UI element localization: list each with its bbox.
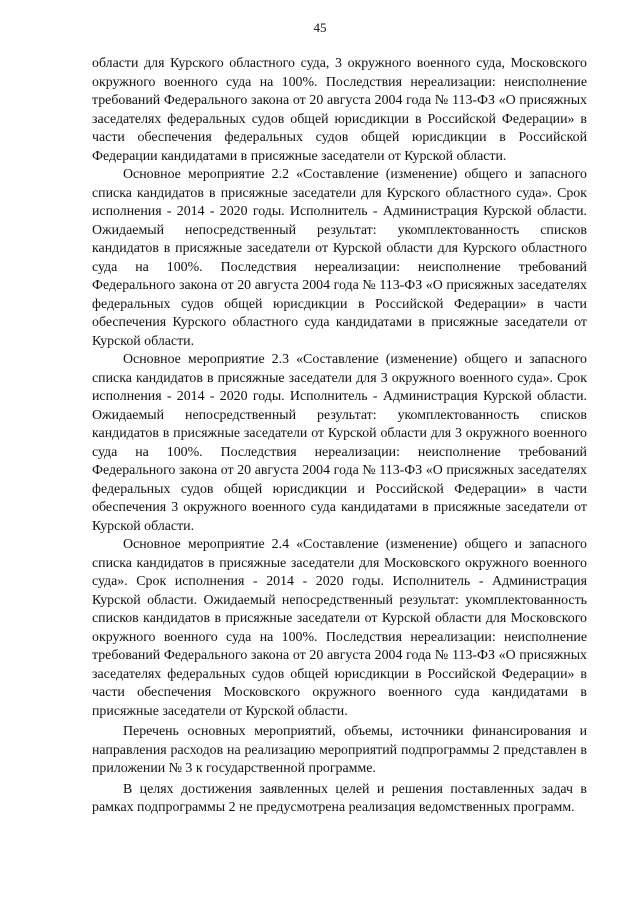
paragraph-measure-2-4: Основное мероприятие 2.4 «Составление (изменение) общего и запасного списка кандидатов в присяжные заседатели для Московского окружного военного суда». Срок исполнения - 2014 - 2020 годы. Исполнитель - Администрация Курской области. Ожидаемый непосредственный результат: укомплектованность списков кандидатов в присяжные заседатели от Курской области для Московского окружного военного суда на 100%. Последствия нереализации: неисполнение требований Федерального закона от 20 августа 2004 года № 113-ФЗ «О присяжных заседателях федеральных судов общей юрисдикции в Российской Федерации» в части обеспечения Московского окружного военного суда кандидатами в присяжные заседатели от Курской области. [92,537,587,719]
paragraph-measure-2-3: Основное мероприятие 2.3 «Составление (изменение) общего и запасного списка кандидатов в присяжные заседатели для 3 окружного военного суда». Срок исполнения - 2014 - 2020 годы. Исполнитель - Администрация Курской области. Ожидаемый непосредственный результат: укомплектованность списков кандидатов в присяжные заседатели от Курской области для 3 окружного военного суда на 100%. Последствия нереализации: неисполнение требований Федерального закона от 20 августа 2004 года № 113-ФЗ «О присяжных заседателях федеральных судов общей юрисдикции и Российской Федерации» в части обеспечения 3 окружного военного суда кандидатами в присяжные заседатели от Курской области. [92,352,587,534]
paragraph-measures-list: Перечень основных мероприятий, объемы, источники финансирования и направления расходов на реализацию мероприятий подпрограммы 2 представлен в приложении № 3 к государственной программе. [92,724,587,776]
page-number: 45 [313,20,327,35]
paragraph-continuation: области для Курского областного суда, 3 окружного военного суда, Московского окружного военного суда на 100%. Последствия нереализации: неисполнение требований Федерального закона от 20 августа 2004 года № 113-ФЗ «О присяжных заседателях федеральных судов общей юрисдикции в Российской Федерации» в части обеспечения федеральных судов общей юрисдикции в Российской Федерации кандидатами в присяжные заседатели от Курской области. [92,56,587,164]
paragraph-measure-2-2: Основное мероприятие 2.2 «Составление (изменение) общего и запасного списка кандидатов в присяжные заседатели для Курского областного суда». Срок исполнения - 2014 - 2020 годы. Исполнитель - Администрация Курской области. Ожидаемый непосредственный результат: укомплектованность списков кандидатов в присяжные заседатели от Курской области для Курского областного суда на 100%. Последствия нереализации: неисполнение требований Федерального закона от 20 августа 2004 года № 113-ФЗ «О присяжных заседателях федеральных судов общей юрисдикции в Российской Федерации» в части обеспечения Курского областного суда кандидатами в присяжные заседатели от Курской области. [92,167,587,349]
document-body [92,55,587,818]
paragraph-departmental-programs: В целях достижения заявленных целей и решения поставленных задач в рамках подпрограммы 2 не предусмотрена реализация ведомственных программ. [92,781,587,815]
